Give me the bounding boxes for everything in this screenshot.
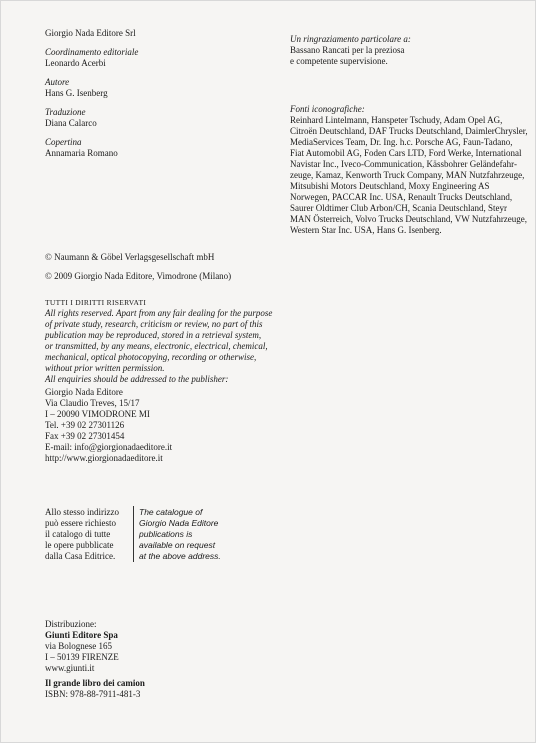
publisher-address [45,387,172,464]
credit-label-coordination: Coordinamento editoriale [45,47,139,57]
distribution-line: via Bolognese 165 [45,641,112,651]
catalog-it-line: dalla Casa Editrice. [45,551,116,561]
rights-notice [45,297,305,385]
editorial-credits [45,28,138,167]
copyright-line-1: © Naumann & Göbel Verlagsgesellschaft mbH [45,252,215,262]
book-isbn: ISBN: 978-88-7911-481-3 [45,689,141,699]
sources-line: Citroën Deutschland, DAF Trucks Deutschland, DaimlerChrysler, [290,126,528,136]
catalog-en-line: publications is [139,529,193,539]
book-info [45,678,145,700]
thanks-line: Bassano Rancati per la preziosa [290,45,405,55]
publisher-website: http://www.giorgionadaeditore.it [45,453,163,463]
acknowledgements [290,34,500,67]
catalog-note-italian [45,507,127,562]
distribution-line: I – 50139 FIRENZE [45,652,119,662]
rights-line: All enquiries should be addressed to the publisher: [45,374,229,384]
rights-heading: TUTTI I DIRITTI RISERVATI [45,298,147,307]
credit-label-cover: Copertina [45,137,82,147]
sources-line: Fiat Automobil AG, Foden Cars LTD, Ford Werke, International [290,148,522,158]
credit-value-author: Hans G. Isenberg [45,88,108,98]
credit-label-author: Autore [45,77,70,87]
rights-line: All rights reserved. Apart from any fair dealing for the purpose [45,308,273,318]
catalog-it-line: può essere richiesto [45,518,116,528]
publisher-line: Fax +39 02 27301454 [45,431,125,441]
sources-heading: Fonti iconografiche: [290,104,365,114]
sources-line: MediaServices Team, Dr. Ing. h.c. Porsche AG, Faun-Tadano, [290,137,513,147]
catalog-it-line: le opere pubblicate [45,540,114,550]
sources-line: Mitsubishi Motors Deutschland, Moxy Engineering AS [290,181,490,191]
sources-line: Western Star Inc. USA, Hans G. Isenberg. [290,225,442,235]
credit-value-cover: Annamaria Romano [45,148,118,158]
copyright-nada [45,271,231,282]
image-sources [290,104,528,236]
book-title: Il grande libro dei camion [45,678,145,688]
publisher-line: I – 20090 VIMODRONE MI [45,409,150,419]
catalog-divider [133,506,134,562]
catalog-en-line: available on request [139,540,216,550]
copyright-line-2: © 2009 Giorgio Nada Editore, Vimodrone (Milano) [45,271,232,281]
sources-line: Reinhard Lintelmann, Hanspeter Tschudy, Adam Opel AG, [290,115,503,125]
catalog-it-line: il catalogo di tutte [45,529,111,539]
publisher-line: Tel. +39 02 27301126 [45,420,125,430]
catalog-note-english [139,507,249,562]
publisher-line: Via Claudio Treves, 15/17 [45,398,140,408]
rights-line: mechanical, optical photocopying, recording or otherwise, [45,352,257,362]
sources-line: MAN Österreich, Volvo Trucks Deutschland, VW Nutzfahrzeuge, [290,214,528,224]
distribution-info [45,619,119,674]
sources-line: Norwegen, PACCAR Inc. USA, Renault Trucks Deutschland, [290,192,513,202]
catalog-en-line: Giorgio Nada Editore [139,518,219,528]
distribution-company: Giunti Editore Spa [45,630,118,640]
distribution-website: www.giunti.it [45,663,95,673]
catalog-it-line: Allo stesso indirizzo [45,507,119,517]
rights-line: or transmitted, by any means, electronic, electrical, chemical, [45,341,268,351]
sources-line: Saurer Oldtimer Club Arbon/CH, Scania Deutschland, Steyr [290,203,507,213]
credit-value-coordination: Leonardo Acerbi [45,58,106,68]
catalog-en-line: at the above address. [139,551,221,561]
rights-line: of private study, research, criticism or review, no part of this [45,319,263,329]
catalog-en-line: The catalogue of [139,507,203,517]
copyright-naumann [45,252,214,263]
distribution-heading: Distribuzione: [45,619,97,629]
sources-line: zeuge, Kamaz, Kenworth Truck Company, MAN Nutzfahrzeuge, [290,170,525,180]
credit-value-translation: Diana Calarco [45,118,97,128]
thanks-line: e competente supervisione. [290,56,388,66]
sources-line: Navistar Inc., Iveco-Communication, Kässbohrer Geländefahr- [290,159,517,169]
publisher-name: Giorgio Nada Editore Srl [45,28,136,38]
thanks-heading: Un ringraziamento particolare a: [290,34,411,44]
rights-line: without prior written permission. [45,363,165,373]
credit-label-translation: Traduzione [45,107,86,117]
publisher-email: E-mail: info@giorgionadaeditore.it [45,442,173,452]
publisher-line: Giorgio Nada Editore [45,387,123,397]
rights-line: publication may be reproduced, stored in a retrieval system, [45,330,262,340]
